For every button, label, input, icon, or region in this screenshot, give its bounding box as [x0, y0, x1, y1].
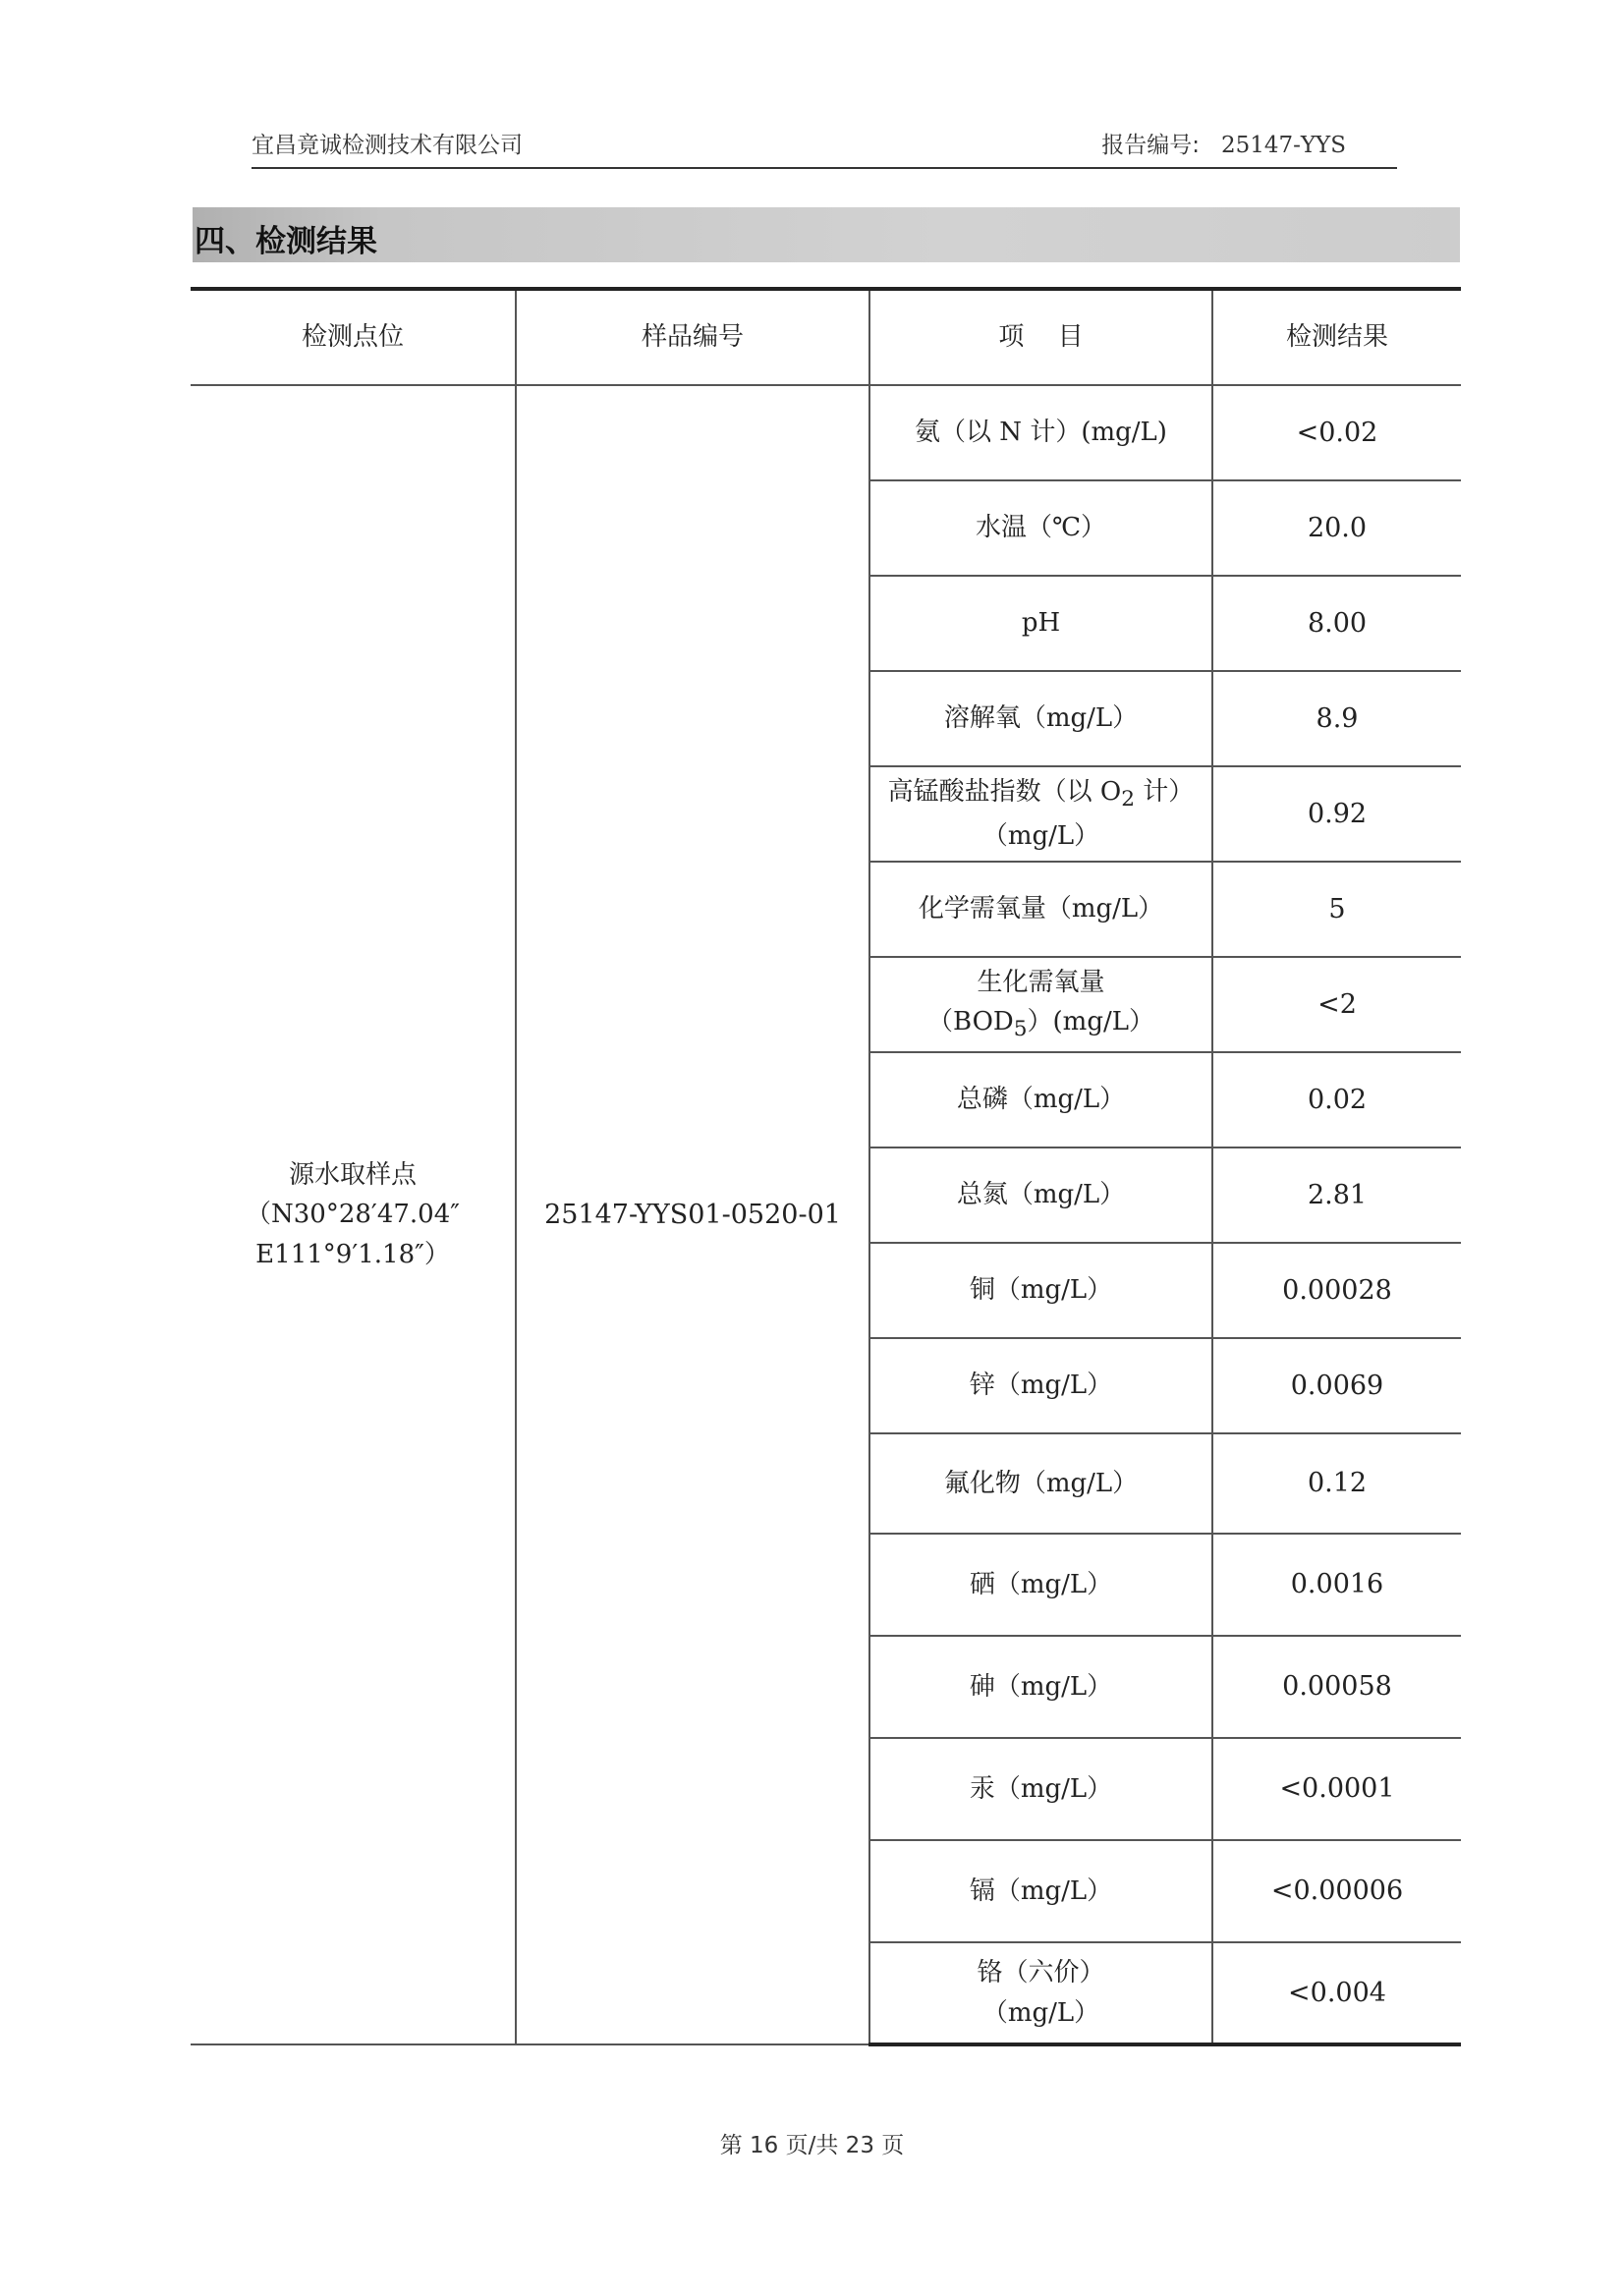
item-cell: 锌（mg/L）: [869, 1338, 1212, 1433]
item-line: 生化需氧量: [977, 967, 1105, 997]
item-subscript: 5: [1013, 1017, 1028, 1042]
item-line: 计）: [1135, 776, 1195, 807]
item-cell: 汞（mg/L）: [869, 1738, 1212, 1840]
page-number: 第 16 页/共 23 页: [719, 2133, 905, 2158]
item-cell: 总氮（mg/L）: [869, 1148, 1212, 1243]
item-cell: 溶解氧（mg/L）: [869, 671, 1212, 766]
section-title-bar: [193, 207, 1460, 262]
item-cell: 化学需氧量（mg/L）: [869, 862, 1212, 957]
result-cell: <2: [1212, 957, 1461, 1052]
item-line: 铬（六价）: [977, 1958, 1105, 1988]
report-number-value: 25147-YYS: [1220, 133, 1346, 158]
item-cell: 氟化物（mg/L）: [869, 1433, 1212, 1534]
result-cell: 8.00: [1212, 576, 1461, 671]
result-cell: 8.9: [1212, 671, 1461, 766]
result-cell: <0.0001: [1212, 1738, 1461, 1840]
result-cell: 2.81: [1212, 1148, 1461, 1243]
column-header-result: 检测结果: [1212, 289, 1461, 385]
item-cell: [869, 957, 1212, 1052]
item-cell: [869, 766, 1212, 862]
result-cell: 5: [1212, 862, 1461, 957]
item-line: （BOD: [926, 1007, 1014, 1037]
result-cell: 0.0016: [1212, 1534, 1461, 1636]
item-line: ）(mg/L）: [1027, 1007, 1154, 1037]
sampling-point-name: 源水取样点: [288, 1160, 417, 1191]
item-cell: [869, 1942, 1212, 2044]
item-cell: 镉（mg/L）: [869, 1840, 1212, 1942]
report-number-label: 报告编号:: [1101, 133, 1200, 158]
sample-number-cell: 25147-YYS01-0520-01: [516, 385, 869, 2044]
result-cell: <0.00006: [1212, 1840, 1461, 1942]
result-cell: 0.00058: [1212, 1636, 1461, 1738]
result-cell: 0.0069: [1212, 1338, 1461, 1433]
result-cell: 0.02: [1212, 1052, 1461, 1148]
company-name: 宜昌竟诚检测技术有限公司: [252, 133, 523, 158]
item-cell: 铜（mg/L）: [869, 1243, 1212, 1338]
table-header-row: [191, 289, 1461, 385]
item-cell: 砷（mg/L）: [869, 1636, 1212, 1738]
item-line: （mg/L）: [981, 1997, 1100, 2028]
section-title: 四、检测结果: [195, 224, 377, 259]
item-line: 高锰酸盐指数（以 O: [887, 776, 1122, 807]
column-header-item: 项 目: [869, 289, 1212, 385]
item-cell: 总磷（mg/L）: [869, 1052, 1212, 1148]
sampling-point-cell: [191, 385, 516, 2044]
column-header-point: 检测点位: [191, 289, 516, 385]
sampling-point-lat: （N30°28′47.04″: [246, 1200, 460, 1230]
report-number: [1101, 127, 1346, 159]
item-cell: pH: [869, 576, 1212, 671]
result-cell: <0.02: [1212, 385, 1461, 480]
result-cell: 20.0: [1212, 480, 1461, 576]
item-subscript: 2: [1121, 787, 1136, 812]
item-line: （mg/L）: [981, 820, 1100, 851]
result-cell: 0.12: [1212, 1433, 1461, 1534]
result-cell: 0.00028: [1212, 1243, 1461, 1338]
results-table: [191, 287, 1461, 2046]
item-cell: 水温（℃）: [869, 480, 1212, 576]
result-cell: <0.004: [1212, 1942, 1461, 2044]
page-header: [252, 118, 1397, 169]
column-header-sample-no: 样品编号: [516, 289, 869, 385]
item-cell: 硒（mg/L）: [869, 1534, 1212, 1636]
result-cell: 0.92: [1212, 766, 1461, 862]
item-cell: 氨（以 N 计）(mg/L): [869, 385, 1212, 480]
table-row: [191, 385, 1461, 480]
sampling-point-lon: E111°9′1.18″）: [255, 1239, 450, 1269]
